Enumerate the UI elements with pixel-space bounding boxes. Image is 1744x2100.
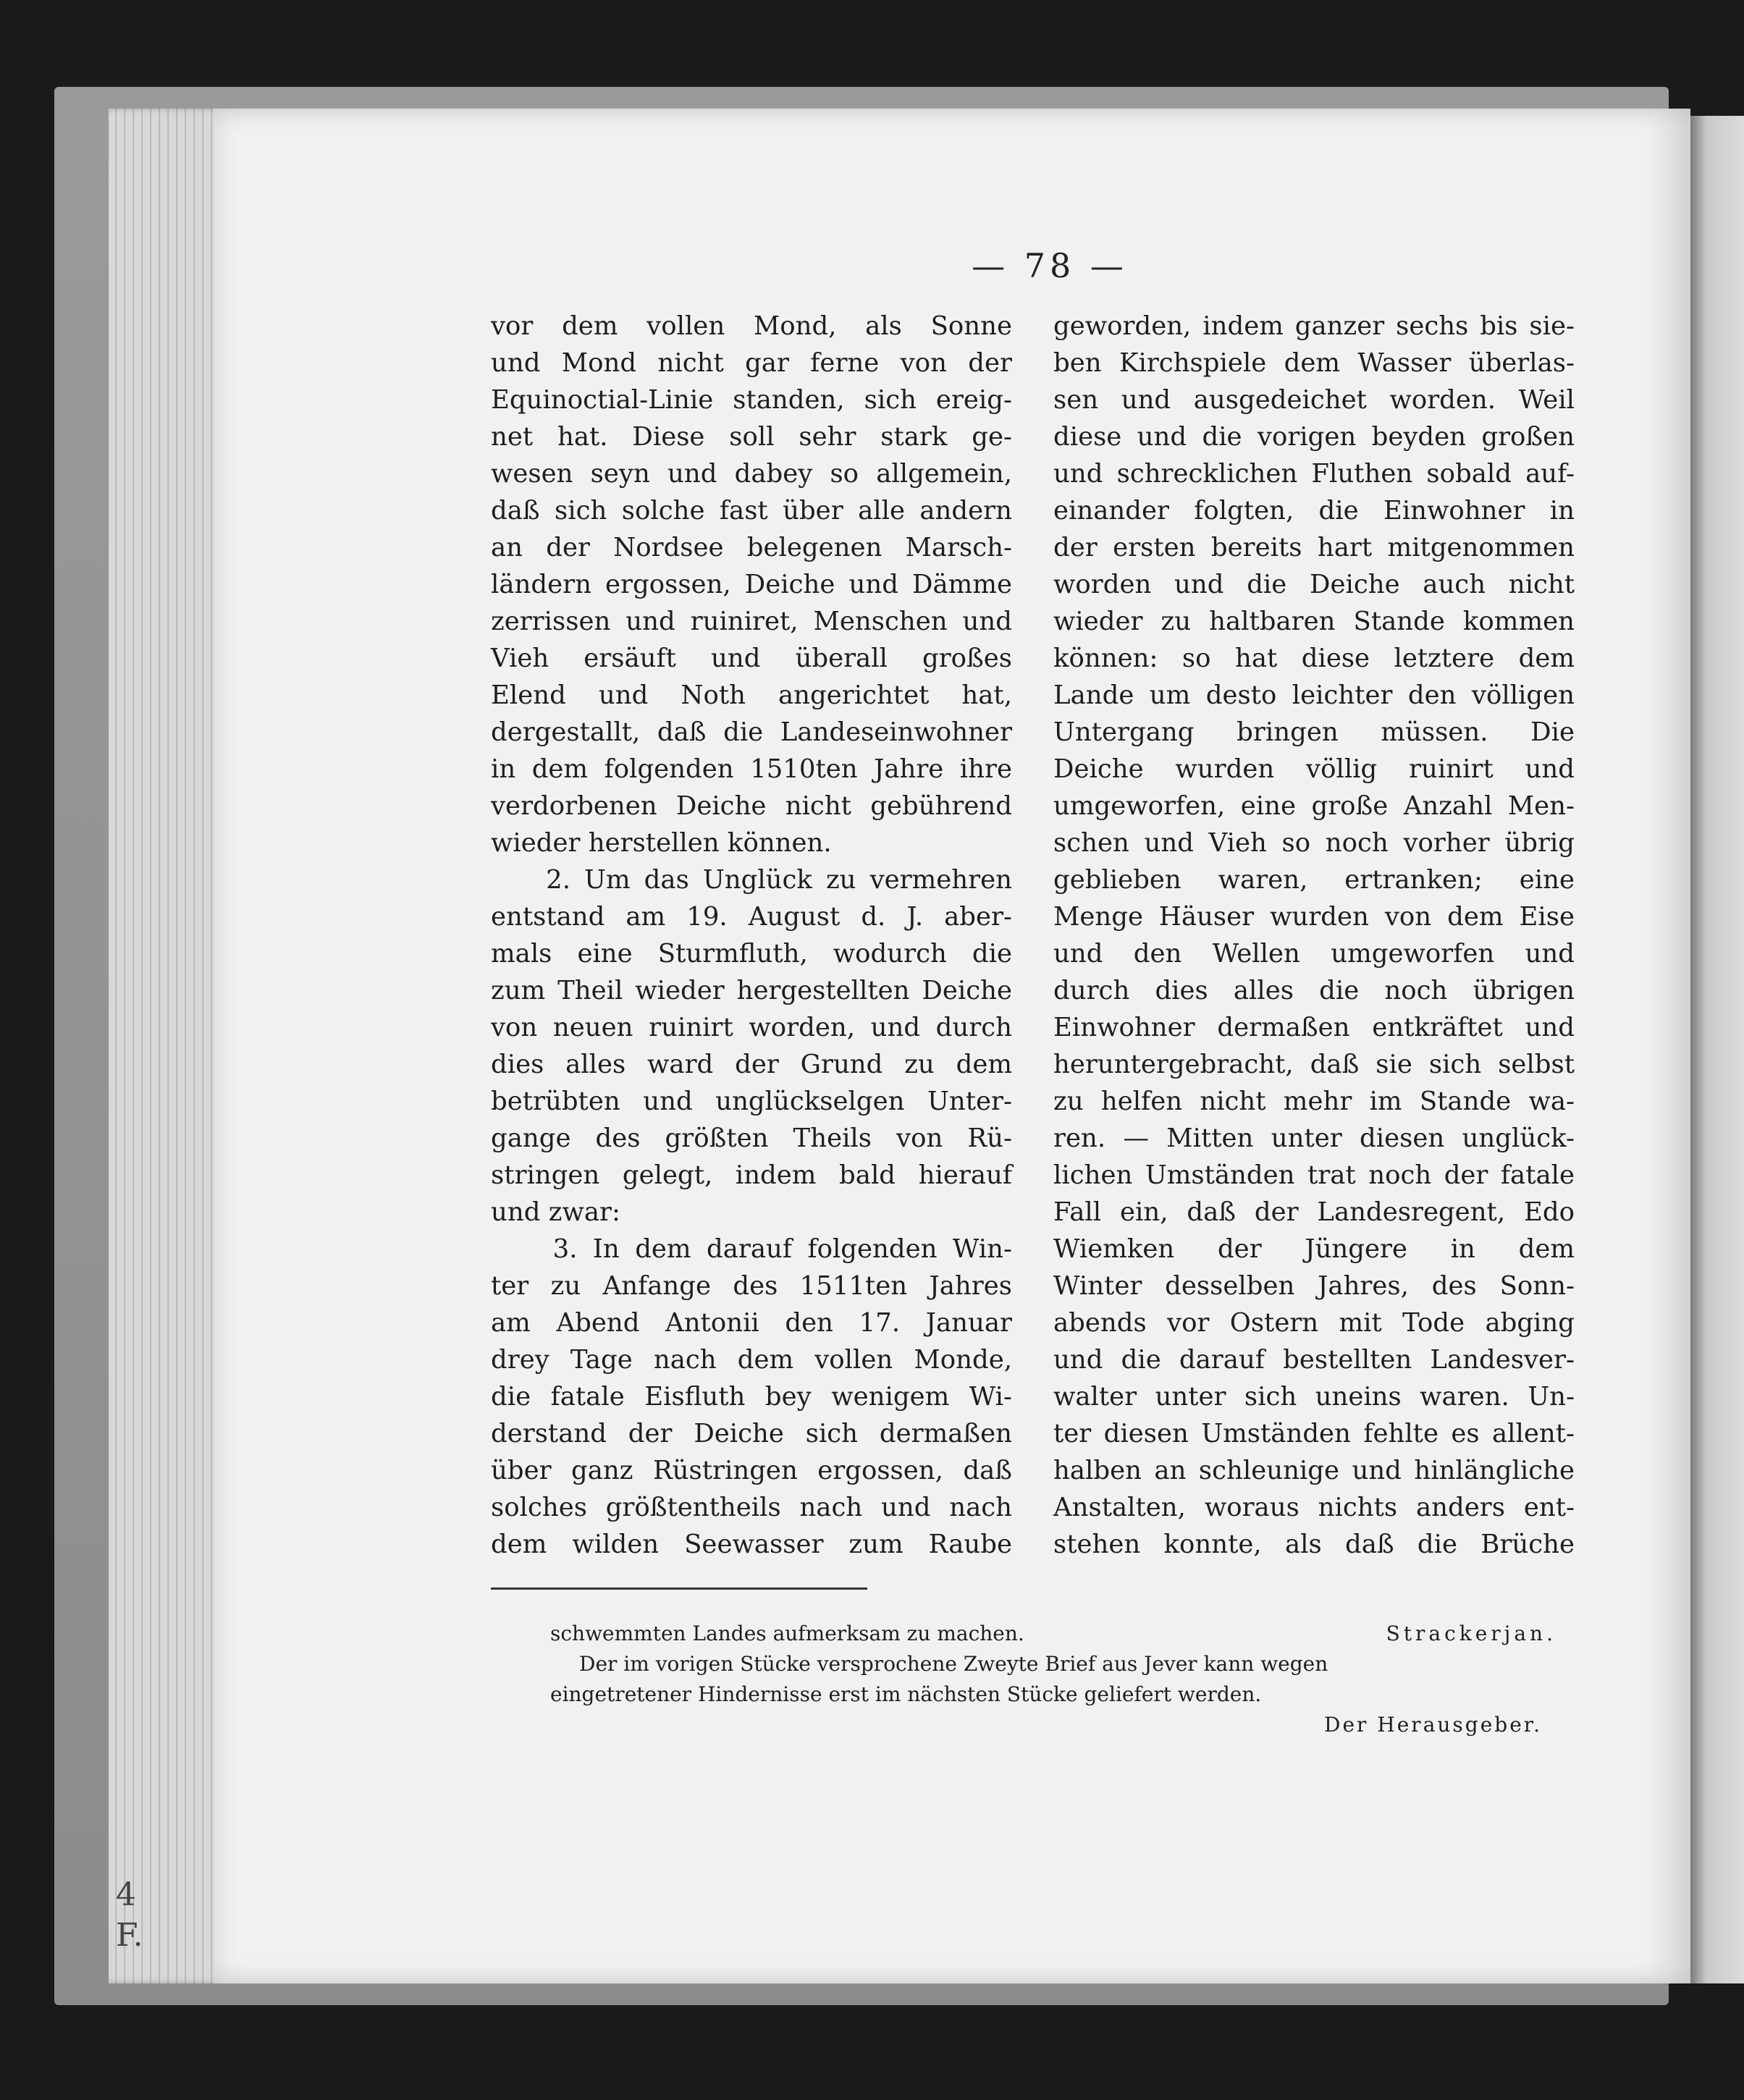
text-line: net hat. Diese soll sehr stark ge-	[491, 422, 1012, 452]
text-line: Anstalten, woraus nichts anders ent-	[1053, 1493, 1575, 1522]
footnote-signature: Strackerjan.	[1386, 1622, 1556, 1645]
text-line: wieder herstellen können.	[491, 828, 832, 858]
text-line: wesen seyn und dabey so allgemein,	[491, 459, 1012, 489]
text-line: diese und die vorigen beyden großen	[1053, 422, 1575, 452]
right-text-column	[1053, 308, 1575, 1563]
text-line: und schrecklichen Fluthen sobald auf-	[1053, 459, 1575, 489]
left-text-column	[491, 308, 1012, 1563]
text-line: und zwar:	[491, 1197, 620, 1227]
footnotes	[528, 1619, 1556, 1740]
text-line: über ganz Rüstringen ergossen, daß	[491, 1456, 1012, 1485]
text-line: verdorbenen Deiche nicht gebührend	[491, 791, 1012, 821]
text-line: stehen konnte, als daß die Brüche	[1053, 1530, 1575, 1559]
text-line: heruntergebracht, daß sie sich selbst	[1053, 1050, 1575, 1079]
text-line: mals eine Sturmfluth, wodurch die	[491, 939, 1012, 969]
text-line: geblieben waren, ertranken; eine	[1053, 865, 1575, 895]
text-line: ter zu Anfange des 1511ten Jahres	[491, 1271, 1012, 1301]
text-line: dem wilden Seewasser zum Raube	[491, 1530, 1012, 1559]
text-line: wieder zu haltbaren Stande kommen	[1053, 607, 1575, 636]
text-line: zum Theil wieder hergestellten Deiche	[491, 976, 1012, 1005]
text-line: ben Kirchspiele dem Wasser überlas-	[1053, 348, 1575, 378]
text-line: geworden, indem ganzer sechs bis sie-	[1053, 311, 1575, 341]
text-line: solches größtentheils nach und nach	[491, 1493, 1012, 1522]
text-line: vor dem vollen Mond, als Sonne	[491, 311, 1012, 341]
text-line: abends vor Ostern mit Tode abging	[1053, 1308, 1575, 1338]
spine-marks	[116, 1875, 145, 1962]
text-line: dergestallt, daß die Landeseinwohner	[491, 717, 1012, 747]
text-line: und die darauf bestellten Landesver-	[1053, 1345, 1575, 1375]
footnote-line: eingetretener Hindernisse erst im nächsten Stücke geliefert werden.	[550, 1682, 1262, 1706]
text-line: 2. Um das Unglück zu vermehren	[491, 865, 1012, 895]
left-page-edges	[109, 109, 224, 1983]
text-line: Vieh ersäuft und überall großes	[491, 644, 1012, 673]
text-line: der ersten bereits hart mitgenommen	[1053, 533, 1575, 562]
text-line: Wiemken der Jüngere in dem	[1053, 1234, 1575, 1264]
text-line: derstand der Deiche sich dermaßen	[491, 1419, 1012, 1449]
text-line: betrübten und unglückselgen Unter-	[491, 1087, 1012, 1116]
spine-mark: 4	[116, 1876, 136, 1913]
text-line: entstand am 19. August d. J. aber-	[491, 902, 1012, 932]
text-line: Elend und Noth angerichtet hat,	[491, 680, 1012, 710]
text-line: Lande um desto leichter den völligen	[1053, 680, 1575, 710]
text-line: an der Nordsee belegenen Marsch-	[491, 533, 1012, 562]
page-number: — 78 —	[972, 246, 1128, 285]
text-line: am Abend Antonii den 17. Januar	[491, 1308, 1012, 1338]
text-line: ren. — Mitten unter diesen unglück-	[1053, 1123, 1575, 1153]
text-line: daß sich solche fast über alle andern	[491, 496, 1012, 526]
text-line: und den Wellen umgeworfen und	[1053, 939, 1575, 969]
text-line: zerrissen und ruiniret, Menschen und	[491, 607, 1012, 636]
text-line: einander folgten, die Einwohner in	[1053, 496, 1575, 526]
text-line: halben an schleunige und hinlängliche	[1053, 1456, 1575, 1485]
text-line: zu helfen nicht mehr im Stande wa-	[1053, 1087, 1575, 1116]
text-line: drey Tage nach dem vollen Monde,	[491, 1345, 1012, 1375]
text-line: durch dies alles die noch übrigen	[1053, 976, 1575, 1005]
editor-signature: Der Herausgeber.	[1324, 1713, 1542, 1737]
text-line: von neuen ruinirt worden, und durch	[491, 1013, 1012, 1042]
text-line: sen und ausgedeichet worden. Weil	[1053, 385, 1575, 415]
text-line: schen und Vieh so noch vorher übrig	[1053, 828, 1575, 858]
text-line: Deiche wurden völlig ruinirt und	[1053, 754, 1575, 784]
text-line: Winter desselben Jahres, des Sonn-	[1053, 1271, 1575, 1301]
text-line: in dem folgenden 1510ten Jahre ihre	[491, 754, 1012, 784]
text-line: umgeworfen, eine große Anzahl Men-	[1053, 791, 1575, 821]
footnote-text: schwemmten Landes aufmerksam zu machen.	[550, 1622, 1024, 1645]
footnote-line: Der im vorigen Stücke versprochene Zweyte Brief aus Jever kann wegen	[579, 1652, 1328, 1676]
text-line: Equinoctial-Linie standen, sich ereig-	[491, 385, 1012, 415]
text-line: gange des größten Theils von Rü-	[491, 1123, 1012, 1153]
right-page-edges	[1690, 116, 1744, 1983]
text-line: walter unter sich uneins waren. Un-	[1053, 1382, 1575, 1412]
text-line: die fatale Eisfluth bey wenigem Wi-	[491, 1382, 1012, 1412]
text-line: und Mond nicht gar ferne von der	[491, 348, 1012, 378]
text-line: stringen gelegt, indem bald hierauf	[491, 1160, 1012, 1190]
text-line: können: so hat diese letztere dem	[1053, 644, 1575, 673]
text-line: Untergang bringen müssen. Die	[1053, 717, 1575, 747]
spine-mark: F.	[116, 1917, 143, 1954]
text-line: dies alles ward der Grund zu dem	[491, 1050, 1012, 1079]
text-line: Einwohner dermaßen entkräftet und	[1053, 1013, 1575, 1042]
text-line: worden und die Deiche auch nicht	[1053, 570, 1575, 599]
footnote-line	[528, 1619, 1556, 1649]
footnote-rule	[491, 1587, 867, 1590]
text-line: 3. In dem darauf folgenden Win-	[491, 1234, 1012, 1264]
text-line: lichen Umständen trat noch der fatale	[1053, 1160, 1575, 1190]
text-line: Fall ein, daß der Landesregent, Edo	[1053, 1197, 1575, 1227]
text-line: ländern ergossen, Deiche und Dämme	[491, 570, 1012, 599]
text-line: ter diesen Umständen fehlte es allent-	[1053, 1419, 1575, 1449]
text-line: Menge Häuser wurden von dem Eise	[1053, 902, 1575, 932]
